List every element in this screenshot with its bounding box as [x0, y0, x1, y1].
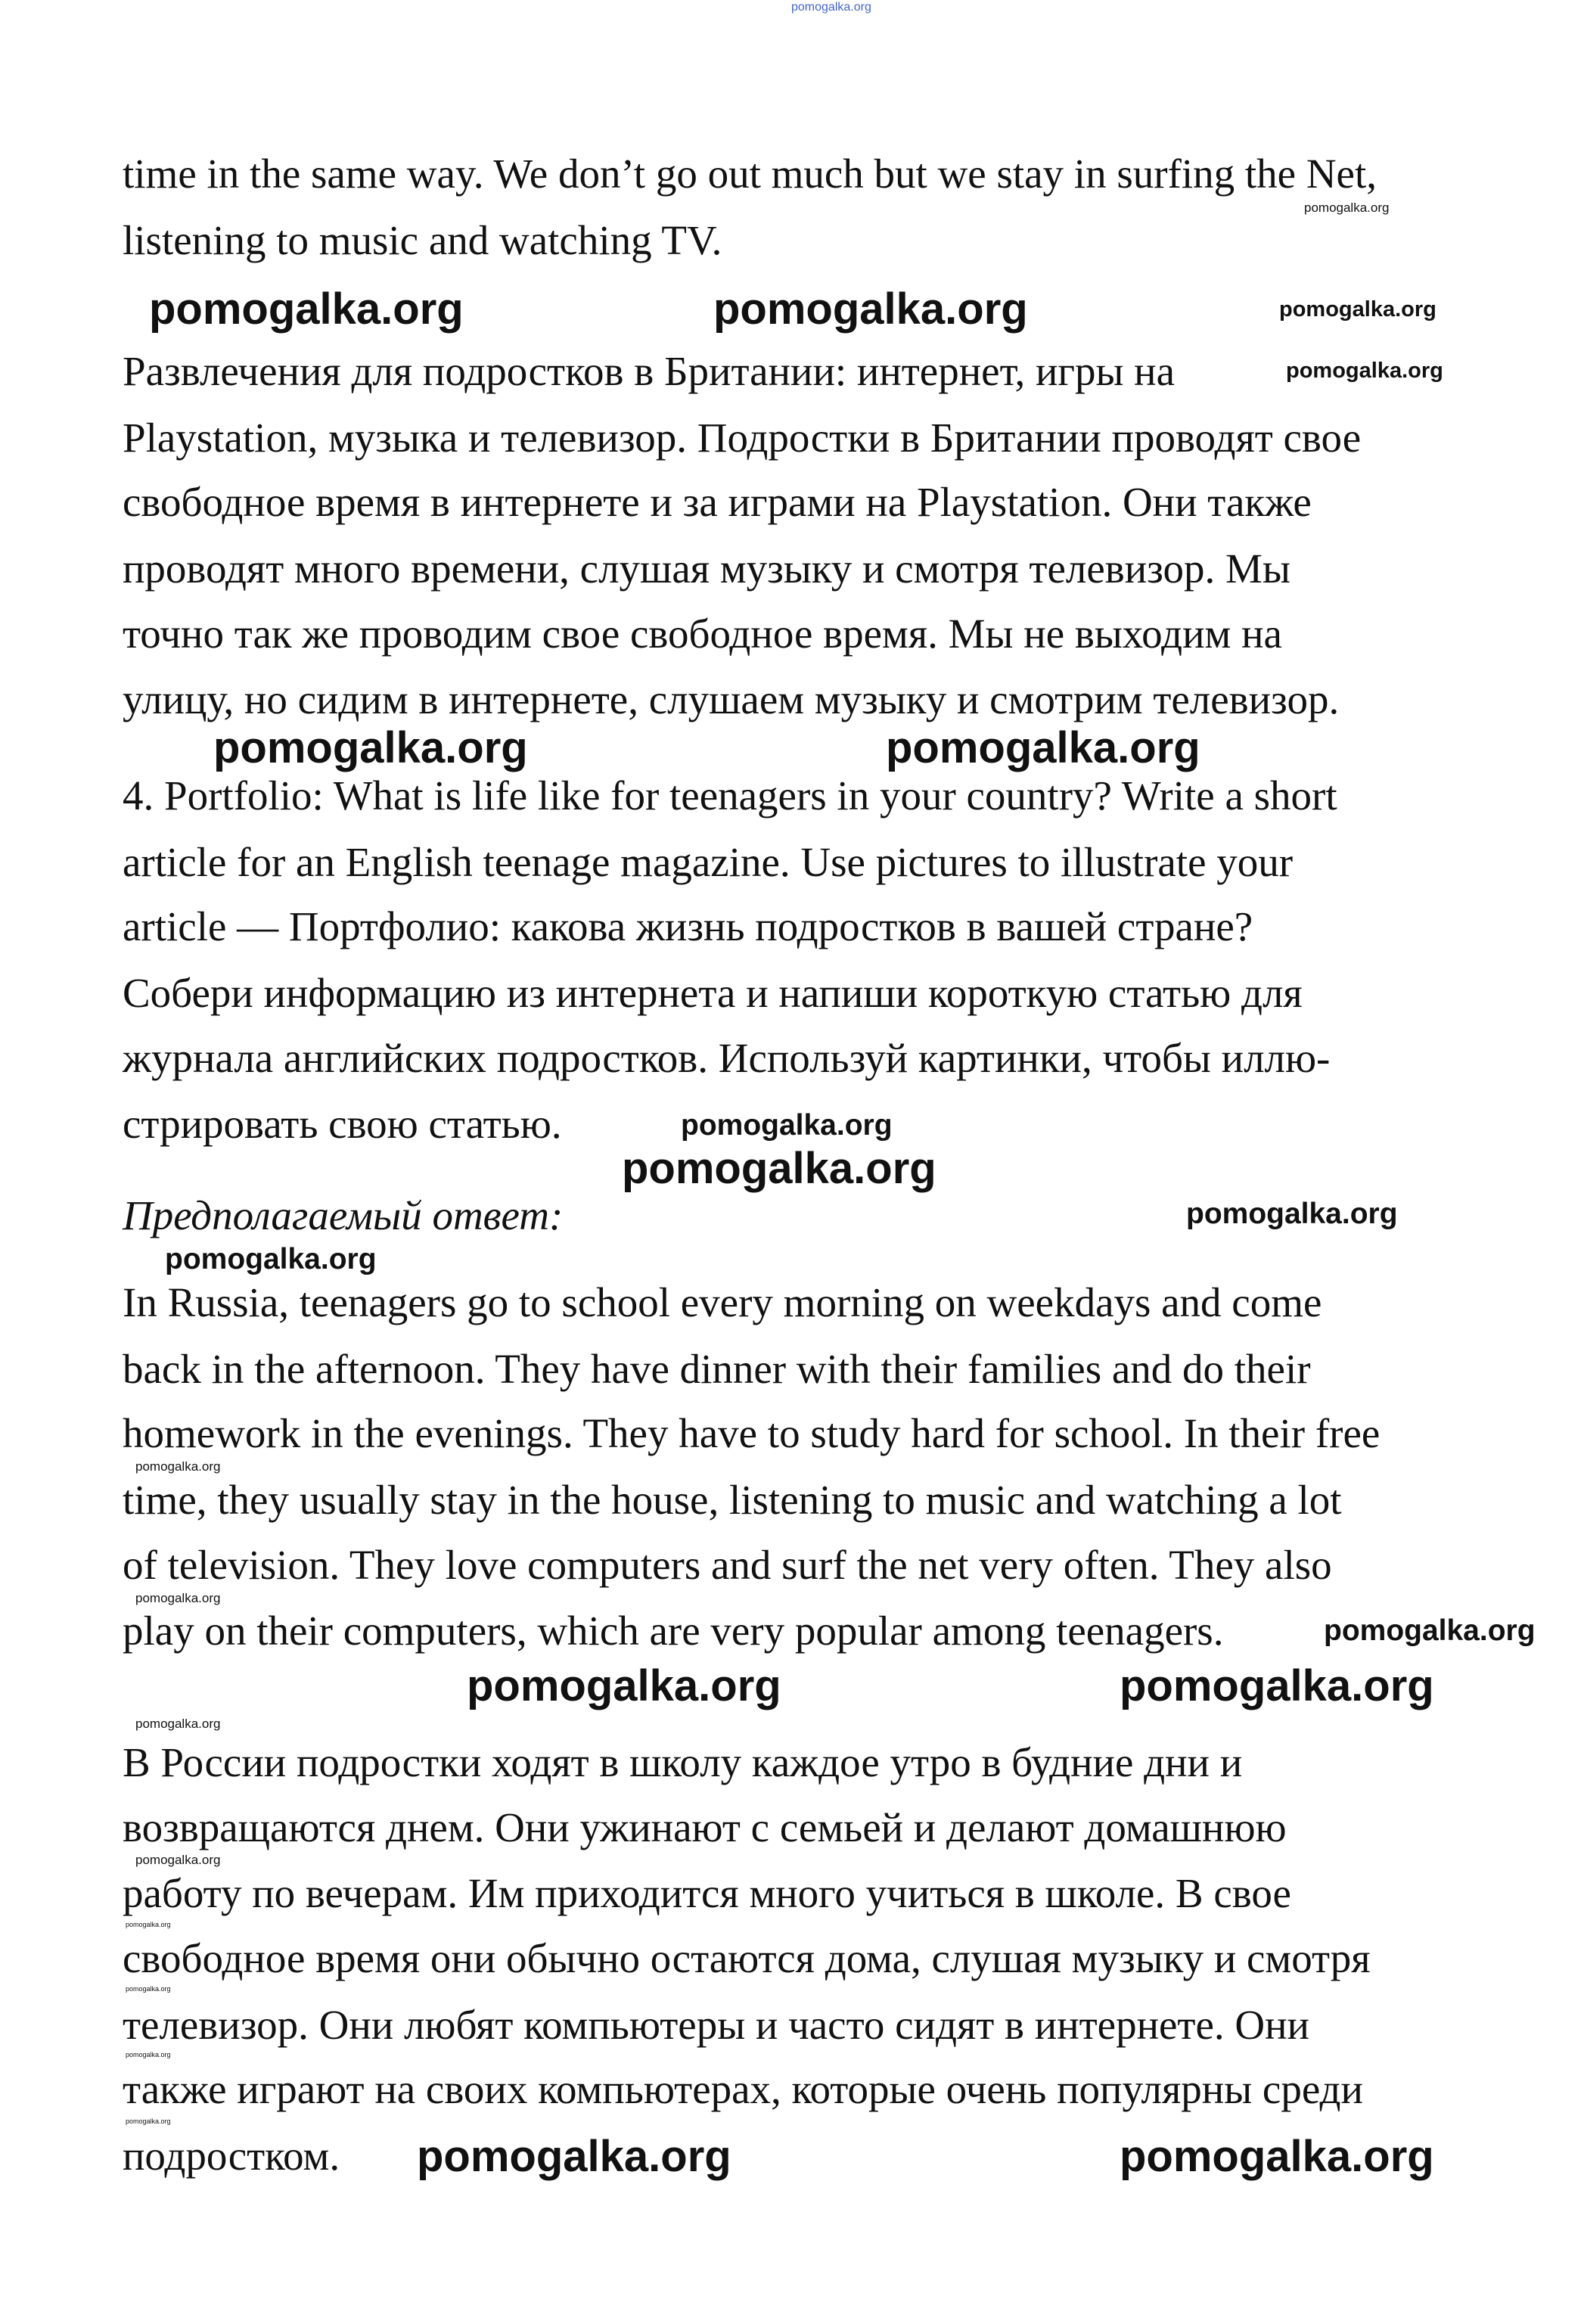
watermark: pomogalka.org: [1120, 1661, 1434, 1710]
watermark: pomogalka.org: [713, 284, 1028, 334]
text-line: свободное время в интернете и за играми на Playstation. Они также: [123, 479, 1312, 525]
watermark: pomogalka.org: [126, 2117, 171, 2125]
watermark: pomogalka.org: [149, 284, 464, 334]
text-line: time in the same way. We don’t go out much but we stay in surfing the Net,: [123, 151, 1377, 197]
text-line: In Russia, teenagers go to school every morning on weekdays and come: [123, 1279, 1322, 1325]
watermark: pomogalka.org: [1286, 359, 1443, 383]
text-line: Развлечения для подростков в Британии: интернет, игры на: [123, 348, 1176, 394]
watermark: pomogalka.org: [126, 1921, 171, 1928]
text-line: Собери информацию из интернета и напиши короткую статью для: [123, 970, 1303, 1016]
watermark: pomogalka.org: [135, 1853, 221, 1867]
text-line: подростком.: [123, 2133, 340, 2179]
watermark: pomogalka.org: [1186, 1198, 1398, 1230]
text-line: of television. They love computers and surf the net very often. They also: [123, 1542, 1332, 1588]
watermark: pomogalka.org: [417, 2132, 731, 2181]
watermark: pomogalka.org: [1120, 2132, 1434, 2181]
watermark: pomogalka.org: [135, 1717, 221, 1731]
text-line: article for an English teenage magazine. Use pictures to illustrate your: [123, 839, 1294, 885]
watermark: pomogalka.org: [622, 1144, 936, 1193]
watermark: pomogalka.org: [1279, 297, 1436, 322]
text-line: listening to music and watching TV.: [123, 217, 722, 263]
text-line: play on their computers, which are very popular among teenagers.: [123, 1608, 1224, 1654]
text-line: homework in the evenings. They have to study hard for school. In their free: [123, 1410, 1381, 1456]
watermark: pomogalka.org: [681, 1109, 893, 1142]
watermark: pomogalka.org: [1304, 200, 1390, 215]
text-line: возвращаются днем. Они ужинают с семьей и делают домашнюю: [123, 1804, 1287, 1850]
watermark: pomogalka.org: [213, 723, 528, 772]
watermark: pomogalka.org: [135, 1591, 221, 1605]
watermark: pomogalka.org: [126, 1985, 171, 1993]
text-line: также играют на своих компьютерах, которые очень популярны среди: [123, 2066, 1363, 2112]
text-line: Playstation, музыка и телевизор. Подростки в Британии проводят свое: [123, 415, 1362, 461]
text-line: стрировать свою статью.: [123, 1101, 562, 1147]
text-line: журнала английских подростков. Используй картинки, чтобы иллю-: [123, 1035, 1331, 1081]
text-line: back in the afternoon. They have dinner with their families and do their: [123, 1346, 1311, 1392]
text-line: работу по вечерам. Им приходится много учиться в школе. В свое: [123, 1870, 1291, 1916]
text-line: свободное время они обычно остаются дома, слушая музыку и смотря: [123, 1935, 1371, 1981]
text-line: article — Портфолио: какова жизнь подростков в вашей стране?: [123, 903, 1253, 949]
answer-heading: Предполагаемый ответ:: [123, 1192, 564, 1238]
watermark: pomogalka.org: [467, 1661, 781, 1710]
text-line: В России подростки ходят в школу каждое утро в будние дни и: [123, 1739, 1243, 1785]
text-line: 4. Portfolio: What is life like for teenagers in your country? Write a short: [123, 772, 1337, 819]
watermark: pomogalka.org: [791, 1, 871, 14]
text-line: проводят много времени, слушая музыку и смотря телевизор. Мы: [123, 545, 1290, 592]
watermark: pomogalka.org: [886, 723, 1200, 772]
text-line: точно так же проводим свое свободное время. Мы не выходим на: [123, 611, 1282, 657]
watermark: pomogalka.org: [1324, 1614, 1536, 1647]
text-line: time, they usually stay in the house, listening to music and watching a lot: [123, 1477, 1342, 1523]
watermark: pomogalka.org: [126, 2051, 171, 2058]
text-line: телевизор. Они любят компьютеры и часто сидят в интернете. Они: [123, 2002, 1309, 2048]
watermark: pomogalka.org: [165, 1243, 377, 1275]
watermark: pomogalka.org: [135, 1459, 221, 1474]
text-line: улицу, но сидим в интернете, слушаем музыку и смотрим телевизор.: [123, 676, 1340, 722]
